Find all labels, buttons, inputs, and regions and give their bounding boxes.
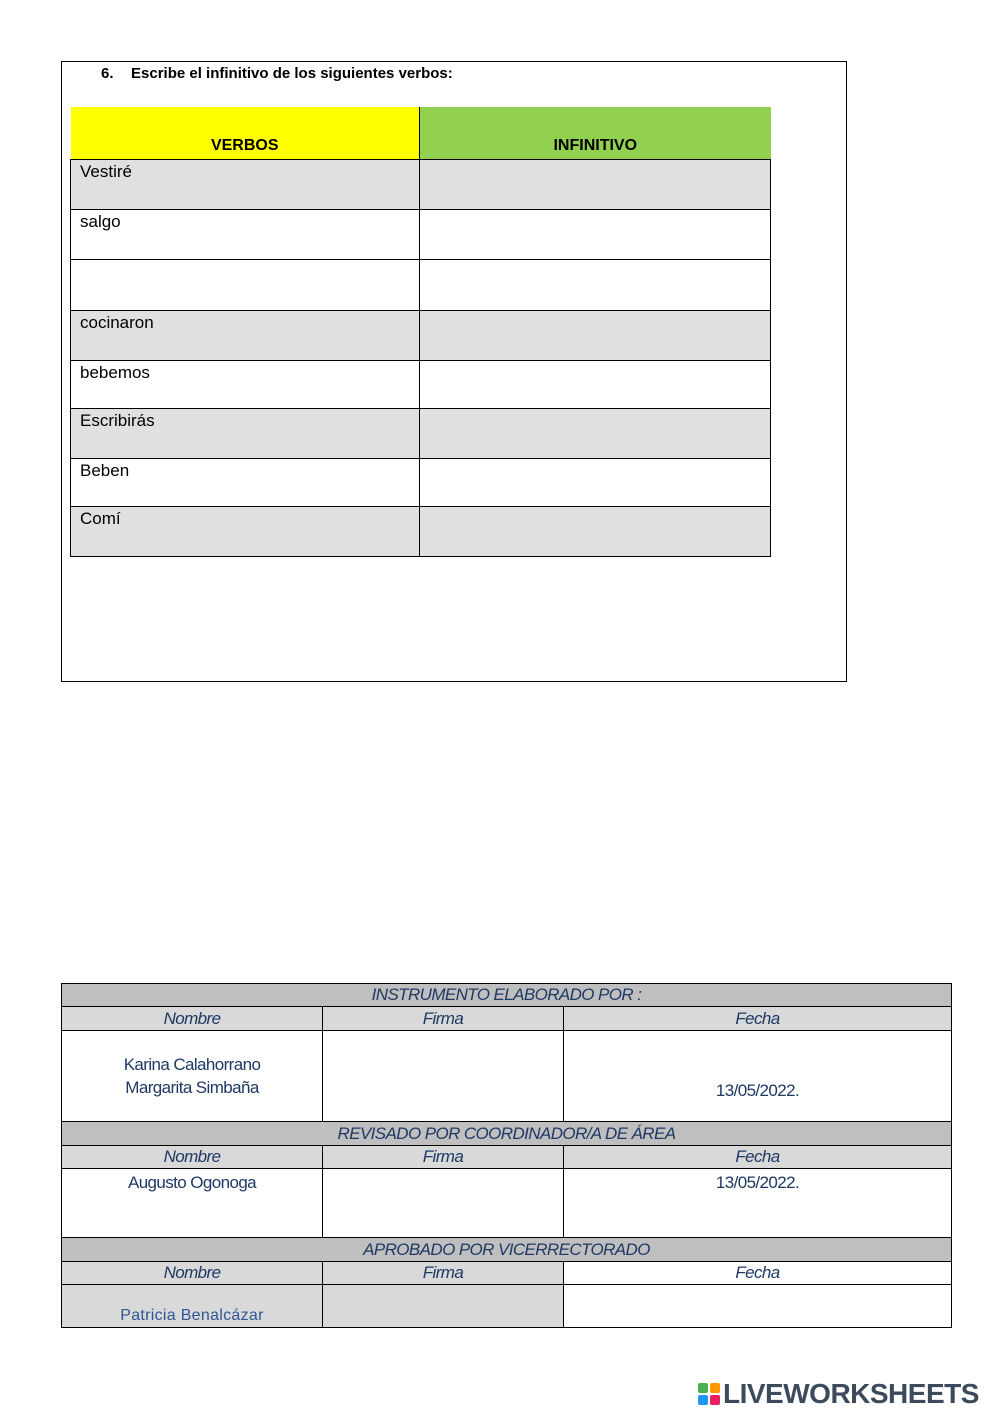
verb-cell: Comí bbox=[71, 506, 420, 556]
verb-cell: Vestiré bbox=[71, 159, 420, 209]
col-firma: Firma bbox=[323, 1145, 564, 1168]
table-row bbox=[71, 458, 771, 506]
aprobado-name: Patricia Benalcázar bbox=[62, 1285, 323, 1328]
revisado-signature bbox=[323, 1169, 564, 1238]
table-row bbox=[71, 408, 771, 458]
section-aprobado-title bbox=[62, 1238, 952, 1261]
elaborado-data-row bbox=[62, 1030, 952, 1122]
verb-cell: cocinaron bbox=[71, 310, 420, 360]
verb-cell: Escribirás bbox=[71, 408, 420, 458]
col-nombre: Nombre bbox=[62, 1145, 323, 1168]
table-row bbox=[71, 506, 771, 556]
approval-table bbox=[61, 983, 952, 1328]
verb-cell[interactable] bbox=[71, 259, 420, 310]
table-row bbox=[71, 159, 771, 209]
table-row bbox=[71, 209, 771, 259]
col-nombre: Nombre bbox=[62, 1261, 323, 1284]
elaborado-title: INSTRUMENTO ELABORADO POR : bbox=[62, 984, 952, 1007]
revisado-header-row bbox=[62, 1145, 952, 1168]
elaborado-names bbox=[62, 1030, 323, 1122]
col-fecha: Fecha bbox=[564, 1261, 952, 1284]
aprobado-title: APROBADO POR VICERRECTORADO bbox=[62, 1238, 952, 1261]
table-row bbox=[71, 259, 771, 310]
col-fecha: Fecha bbox=[564, 1007, 952, 1030]
infinitive-answer-cell[interactable] bbox=[420, 506, 771, 556]
col-fecha: Fecha bbox=[564, 1145, 952, 1168]
infinitive-answer-cell[interactable] bbox=[420, 209, 771, 259]
brand-name: LIVEWORKSHEETS bbox=[723, 1378, 979, 1409]
revisado-name: Augusto Ogonoga bbox=[62, 1169, 323, 1238]
revisado-title: REVISADO POR COORDINADOR/A DE ÁREA bbox=[62, 1122, 952, 1145]
liveworksheets-brand bbox=[698, 1378, 979, 1410]
aprobado-data-row bbox=[62, 1285, 952, 1328]
verb-cell: salgo bbox=[71, 209, 420, 259]
table-row bbox=[71, 310, 771, 360]
elaborado-signature bbox=[323, 1030, 564, 1122]
col-nombre: Nombre bbox=[62, 1007, 323, 1030]
infinitive-answer-cell[interactable] bbox=[420, 408, 771, 458]
elaborado-header-row bbox=[62, 1007, 952, 1030]
elaborado-name-1: Karina Calahorrano bbox=[123, 1055, 261, 1075]
exercise-number: 6. bbox=[101, 65, 114, 82]
aprobado-signature bbox=[323, 1285, 564, 1328]
exercise-instruction bbox=[101, 65, 453, 82]
infinitive-answer-cell[interactable] bbox=[420, 259, 771, 310]
infinitive-answer-cell[interactable] bbox=[420, 360, 771, 408]
revisado-date: 13/05/2022. bbox=[564, 1169, 952, 1238]
liveworksheets-logo-icon bbox=[698, 1383, 720, 1405]
section-revisado-title bbox=[62, 1122, 952, 1145]
infinitivo-header: INFINITIVO bbox=[420, 107, 771, 159]
infinitive-answer-cell[interactable] bbox=[420, 458, 771, 506]
aprobado-date bbox=[564, 1285, 952, 1328]
col-firma: Firma bbox=[323, 1007, 564, 1030]
verb-cell: bebemos bbox=[71, 360, 420, 408]
verb-table bbox=[70, 107, 771, 557]
verbos-header: VERBOS bbox=[71, 107, 420, 159]
verb-table-header bbox=[71, 107, 771, 159]
col-firma: Firma bbox=[323, 1261, 564, 1284]
section-elaborado-title bbox=[62, 984, 952, 1007]
infinitive-answer-cell[interactable] bbox=[420, 159, 771, 209]
revisado-data-row bbox=[62, 1169, 952, 1238]
elaborado-date: 13/05/2022. bbox=[564, 1030, 952, 1122]
elaborado-name-2: Margarita Simbaña bbox=[125, 1078, 259, 1098]
infinitive-answer-cell[interactable] bbox=[420, 310, 771, 360]
aprobado-header-row bbox=[62, 1261, 952, 1284]
verb-cell: Beben bbox=[71, 458, 420, 506]
table-row bbox=[71, 360, 771, 408]
instruction-text: Escribe el infinitivo de los siguientes verbos: bbox=[131, 65, 453, 82]
